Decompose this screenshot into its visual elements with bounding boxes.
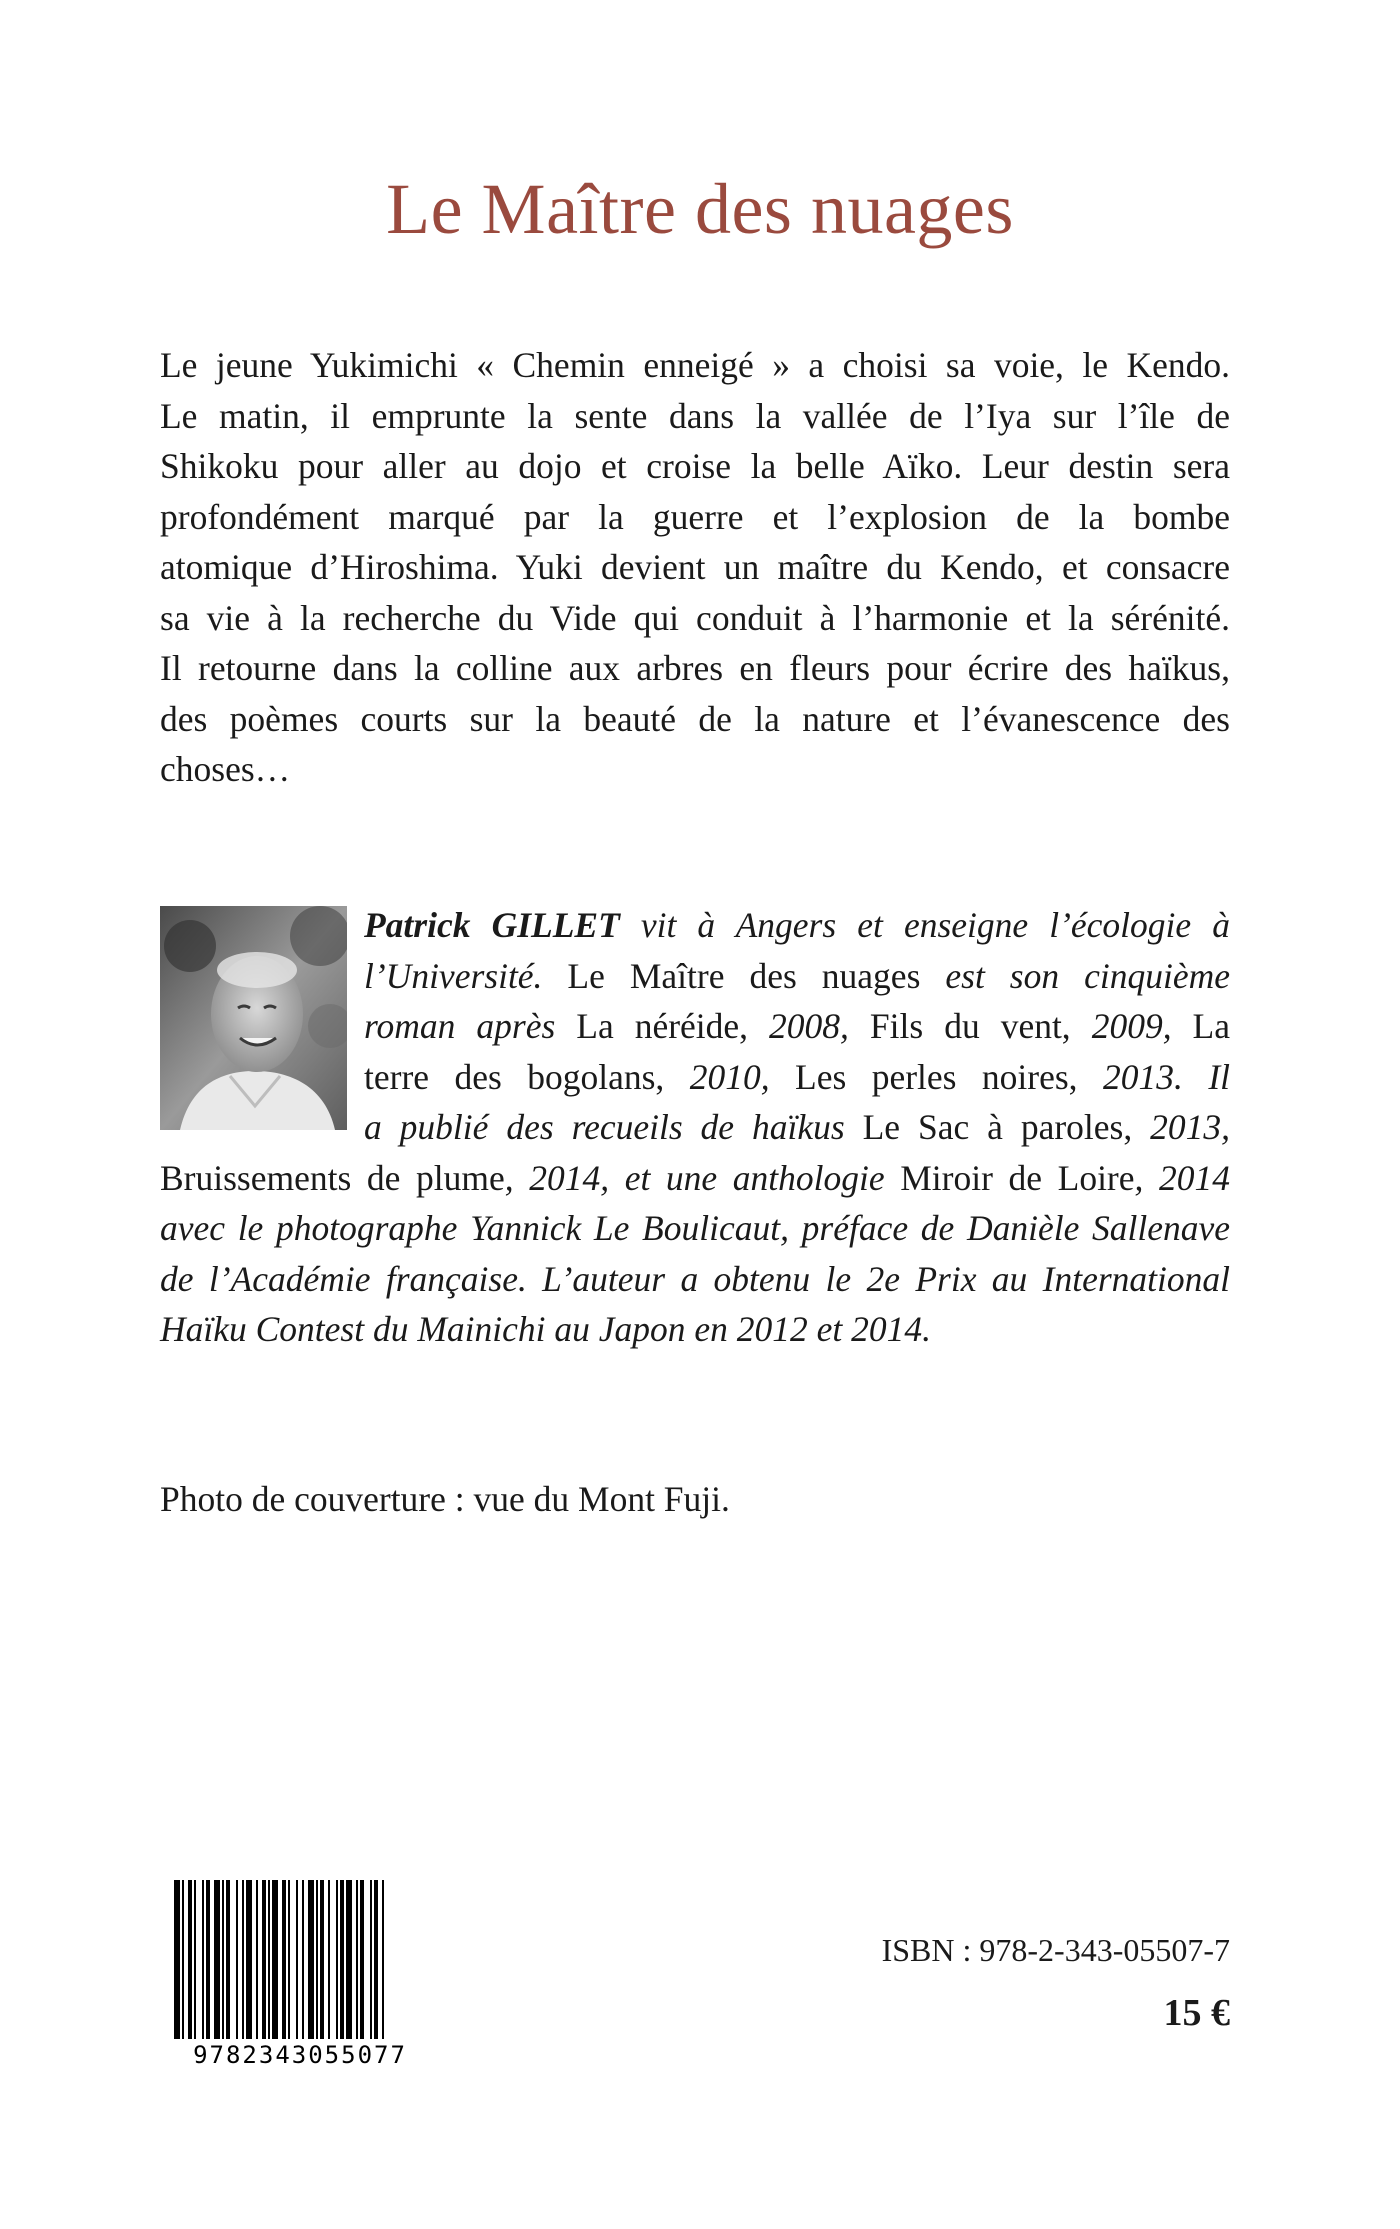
synopsis-line: Le jeune Yukimichi « Chemin enneigé » a choisi sa voie, le Kendo.	[160, 345, 1230, 385]
barcode-bar	[316, 1880, 318, 2040]
barcode-bar	[194, 1880, 196, 2040]
barcode-bar	[370, 1880, 372, 2040]
barcode-bar	[308, 1880, 314, 2040]
book-title: Le Maître des nuages	[386, 169, 1014, 249]
barcode-bar	[214, 1880, 220, 2040]
synopsis-line: Shikoku pour aller au dojo et croise la belle Aïko. Leur destin sera	[160, 446, 1230, 486]
synopsis-line: des poèmes courts sur la beauté de la nature et l’évanescence des	[160, 698, 1230, 739]
barcode-bar	[262, 1880, 266, 2040]
barcode-bar	[256, 1880, 258, 2040]
author-name: Patrick GILLET	[364, 905, 620, 945]
bio-line: Patrick GILLET vit à Angers et enseigne l’écologie à	[364, 905, 1230, 945]
cover-photo-credit: Photo de couverture : vue du Mont Fuji.	[160, 1479, 730, 1519]
barcode-bar	[222, 1880, 224, 2040]
bio-line: Haïku Contest du Mainichi au Japon en 2012 et 2014.	[160, 1309, 932, 1349]
author-bio	[160, 900, 1230, 1355]
barcode-bar	[328, 1880, 330, 2040]
barcode-bar	[202, 1880, 204, 2040]
barcode-bar	[188, 1880, 192, 2040]
synopsis-line: choses…	[160, 749, 291, 789]
barcode-bar	[242, 1880, 244, 2040]
barcode-bar	[272, 1880, 278, 2040]
barcode-bar	[340, 1880, 344, 2040]
synopsis-line: atomique d’Hiroshima. Yuki devient un maître du Kendo, et consacre	[160, 547, 1230, 587]
barcode-bar	[346, 1880, 352, 2040]
barcode-bar	[268, 1880, 270, 2040]
synopsis	[160, 340, 1230, 795]
barcode-digits: 9782343055077	[160, 2039, 440, 2071]
bio-line: terre des bogolans, 2010, Les perles noires, 2013. Il	[364, 1056, 1230, 1097]
barcode-bar	[246, 1880, 252, 2040]
barcode-bar	[174, 1880, 180, 2040]
barcode-bar	[356, 1880, 358, 2040]
bio-line: roman après La néréide, 2008, Fils du vent, 2009, La	[364, 1006, 1230, 1046]
isbn: ISBN : 978-2-343-05507-7	[881, 1932, 1230, 1968]
synopsis-line: profondément marqué par la guerre et l’explosion de la bombe	[160, 496, 1230, 537]
barcode-bar	[382, 1880, 384, 2040]
barcode-bar	[206, 1880, 210, 2040]
bio-line: Bruissements de plume, 2014, et une anthologie Miroir de Loire, 2014	[160, 1157, 1230, 1198]
price: 15 €	[1163, 1992, 1230, 2034]
bio-line: a publié des recueils de haïkus Le Sac à paroles, 2013,	[364, 1107, 1230, 1147]
barcode-bar	[282, 1880, 286, 2040]
barcode-bar	[236, 1880, 238, 2040]
barcode-bar	[302, 1880, 304, 2040]
barcode	[160, 1880, 440, 2052]
barcode-bar	[182, 1880, 184, 2040]
barcode-bar	[288, 1880, 290, 2040]
barcode-bar	[360, 1880, 364, 2040]
bio-line: avec le photographe Yannick Le Boulicaut, préface de Danièle Sallenave	[160, 1208, 1230, 1248]
barcode-bar	[374, 1880, 378, 2040]
bio-line: l’Université. Le Maître des nuages est son cinquième	[364, 955, 1230, 996]
synopsis-line: sa vie à la recherche du Vide qui conduit à l’harmonie et la sérénité.	[160, 597, 1230, 638]
barcode-bar	[336, 1880, 338, 2040]
barcode-bar	[320, 1880, 324, 2040]
bio-line: de l’Académie française. L’auteur a obtenu le 2e Prix au International	[160, 1258, 1230, 1299]
synopsis-line: Il retourne dans la colline aux arbres en fleurs pour écrire des haïkus,	[160, 648, 1230, 688]
synopsis-line: Le matin, il emprunte la sente dans la vallée de l’Iya sur l’île de	[160, 395, 1230, 436]
barcode-bar	[296, 1880, 298, 2040]
barcode-bar	[226, 1880, 230, 2040]
